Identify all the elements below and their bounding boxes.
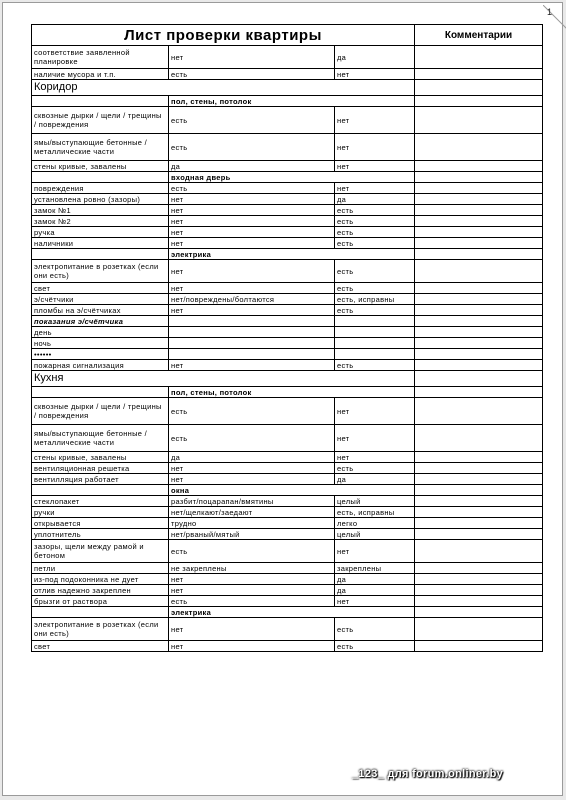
- bad-value-cell: разбит/поцарапан/вмятины: [169, 496, 335, 507]
- bad-value-cell: есть: [169, 183, 335, 194]
- good-value-cell: есть: [335, 205, 415, 216]
- comment-cell: [415, 463, 543, 474]
- subsection-row: [32, 172, 543, 183]
- bad-value-cell: [169, 327, 335, 338]
- good-value-cell: есть: [335, 283, 415, 294]
- comment-cell: [415, 205, 543, 216]
- comment-cell: [415, 360, 543, 371]
- bad-value-cell: [169, 316, 335, 327]
- checklist-row: [32, 507, 543, 518]
- comment-cell: [415, 618, 543, 641]
- item-cell: стены кривые, завалены: [32, 161, 169, 172]
- checklist-row: [32, 641, 543, 652]
- good-value-cell: да: [335, 574, 415, 585]
- checklist-row: [32, 574, 543, 585]
- subsection-row: [32, 96, 543, 107]
- comment-cell: [415, 563, 543, 574]
- good-value-cell: [335, 349, 415, 360]
- bad-value-cell: не закреплены: [169, 563, 335, 574]
- comment-cell: [415, 216, 543, 227]
- bad-value-cell: нет: [169, 216, 335, 227]
- good-value-cell: есть: [335, 238, 415, 249]
- bad-value-cell: нет: [169, 194, 335, 205]
- checklist-row: [32, 360, 543, 371]
- item-cell: соответствие заявленной планировке: [32, 46, 169, 69]
- bad-value-cell: нет/щелкают/заедают: [169, 507, 335, 518]
- subsection-row: [32, 249, 543, 260]
- bad-value-cell: нет: [169, 463, 335, 474]
- good-value-cell: нет: [335, 452, 415, 463]
- bad-value-cell: да: [169, 161, 335, 172]
- comment-cell: [415, 540, 543, 563]
- good-value-cell: да: [335, 46, 415, 69]
- bad-value-cell: есть: [169, 398, 335, 425]
- good-value-cell: нет: [335, 134, 415, 161]
- bad-value-cell: нет: [169, 574, 335, 585]
- subsection-row: [32, 387, 543, 398]
- bad-value-cell: нет: [169, 585, 335, 596]
- comment-cell: [415, 574, 543, 585]
- checklist-row: [32, 452, 543, 463]
- subsection-row: [32, 485, 543, 496]
- item-cell: день: [32, 327, 169, 338]
- comment-cell: [415, 260, 543, 283]
- item-cell: отлив надежно закреплен: [32, 585, 169, 596]
- item-cell: ••••••: [32, 349, 169, 360]
- good-value-cell: нет: [335, 161, 415, 172]
- comment-cell: [415, 387, 543, 398]
- subsection-title: пол, стены, потолок: [169, 96, 415, 107]
- checklist-row: [32, 349, 543, 360]
- comment-cell: [415, 371, 543, 387]
- checklist-row: [32, 463, 543, 474]
- subsection-row: [32, 607, 543, 618]
- subsection-title: пол, стены, потолок: [169, 387, 415, 398]
- item-cell: зазоры, щели между рамой и бетоном: [32, 540, 169, 563]
- checklist-row: [32, 585, 543, 596]
- item-cell: брызги от раствора: [32, 596, 169, 607]
- comment-cell: [415, 227, 543, 238]
- empty-cell: [32, 249, 169, 260]
- checklist-row: [32, 596, 543, 607]
- section-title: Кухня: [32, 371, 415, 387]
- checklist-row: [32, 316, 543, 327]
- section-row: [32, 80, 543, 96]
- page-title: Лист проверки квартиры: [32, 25, 415, 46]
- checklist-row: [32, 294, 543, 305]
- checklist-row: [32, 46, 543, 69]
- empty-cell: [32, 485, 169, 496]
- item-cell: ямы/выступающие бетонные / металлические части: [32, 134, 169, 161]
- item-cell: повреждения: [32, 183, 169, 194]
- comment-cell: [415, 107, 543, 134]
- comment-cell: [415, 96, 543, 107]
- good-value-cell: есть: [335, 618, 415, 641]
- comment-cell: [415, 161, 543, 172]
- checklist-row: [32, 134, 543, 161]
- checklist-row: [32, 398, 543, 425]
- good-value-cell: легко: [335, 518, 415, 529]
- item-cell: э/счётчики: [32, 294, 169, 305]
- checklist-row: [32, 283, 543, 294]
- item-cell: электропитание в розетках (если они есть): [32, 260, 169, 283]
- item-cell: наличие мусора и т.п.: [32, 69, 169, 80]
- empty-cell: [32, 96, 169, 107]
- checklist-row: [32, 529, 543, 540]
- bad-value-cell: нет: [169, 618, 335, 641]
- bad-value-cell: [169, 338, 335, 349]
- good-value-cell: целый: [335, 529, 415, 540]
- item-cell: ночь: [32, 338, 169, 349]
- checklist-row: [32, 518, 543, 529]
- item-cell: свет: [32, 641, 169, 652]
- comment-cell: [415, 529, 543, 540]
- comment-cell: [415, 474, 543, 485]
- comment-cell: [415, 507, 543, 518]
- good-value-cell: есть: [335, 260, 415, 283]
- good-value-cell: нет: [335, 107, 415, 134]
- comment-cell: [415, 518, 543, 529]
- good-value-cell: есть: [335, 463, 415, 474]
- good-value-cell: нет: [335, 183, 415, 194]
- checklist-row: [32, 496, 543, 507]
- good-value-cell: есть: [335, 305, 415, 316]
- checklist-row: [32, 238, 543, 249]
- checklist-row: [32, 563, 543, 574]
- comment-cell: [415, 585, 543, 596]
- item-cell: установлена ровно (зазоры): [32, 194, 169, 205]
- subsection-title: окна: [169, 485, 415, 496]
- bad-value-cell: трудно: [169, 518, 335, 529]
- good-value-cell: есть: [335, 641, 415, 652]
- checklist-row: [32, 540, 543, 563]
- bad-value-cell: нет: [169, 46, 335, 69]
- item-cell: электропитание в розетках (если они есть): [32, 618, 169, 641]
- bad-value-cell: есть: [169, 69, 335, 80]
- item-cell: показания э/счётчика: [32, 316, 169, 327]
- item-cell: вентиляционная решетка: [32, 463, 169, 474]
- comment-cell: [415, 46, 543, 69]
- good-value-cell: нет: [335, 425, 415, 452]
- checklist-row: [32, 260, 543, 283]
- item-cell: сквозные дырки / щели / трещины / повреждения: [32, 107, 169, 134]
- bad-value-cell: нет: [169, 283, 335, 294]
- good-value-cell: нет: [335, 596, 415, 607]
- checklist-row: [32, 327, 543, 338]
- comment-cell: [415, 238, 543, 249]
- comments-header: Комментарии: [415, 25, 543, 46]
- comment-cell: [415, 485, 543, 496]
- good-value-cell: закреплены: [335, 563, 415, 574]
- watermark: _123_ для forum.onliner.by: [352, 768, 504, 780]
- checklist-row: [32, 161, 543, 172]
- item-cell: стены кривые, завалены: [32, 452, 169, 463]
- bad-value-cell: да: [169, 452, 335, 463]
- subsection-title: электрика: [169, 249, 415, 260]
- bad-value-cell: нет: [169, 305, 335, 316]
- good-value-cell: есть, исправны: [335, 507, 415, 518]
- bad-value-cell: есть: [169, 425, 335, 452]
- checklist-row: [32, 425, 543, 452]
- comment-cell: [415, 596, 543, 607]
- empty-cell: [32, 387, 169, 398]
- checklist-row: [32, 205, 543, 216]
- comment-cell: [415, 496, 543, 507]
- item-cell: наличники: [32, 238, 169, 249]
- page-number: 1: [547, 7, 553, 17]
- bad-value-cell: есть: [169, 596, 335, 607]
- comment-cell: [415, 172, 543, 183]
- checklist-row: [32, 618, 543, 641]
- checklist-row: [32, 183, 543, 194]
- comment-cell: [415, 305, 543, 316]
- comment-cell: [415, 398, 543, 425]
- checklist-row: [32, 107, 543, 134]
- bad-value-cell: нет: [169, 260, 335, 283]
- item-cell: пожарная сигнализация: [32, 360, 169, 371]
- item-cell: ручка: [32, 227, 169, 238]
- comment-cell: [415, 349, 543, 360]
- checklist-row: [32, 227, 543, 238]
- empty-cell: [32, 607, 169, 618]
- checklist-row: [32, 69, 543, 80]
- section-title: Коридор: [32, 80, 415, 96]
- comment-cell: [415, 69, 543, 80]
- bad-value-cell: нет: [169, 238, 335, 249]
- good-value-cell: [335, 316, 415, 327]
- bad-value-cell: нет: [169, 205, 335, 216]
- item-cell: стеклопакет: [32, 496, 169, 507]
- item-cell: замок №1: [32, 205, 169, 216]
- bad-value-cell: нет: [169, 227, 335, 238]
- comment-cell: [415, 452, 543, 463]
- comment-cell: [415, 316, 543, 327]
- subsection-title: электрика: [169, 607, 415, 618]
- comment-cell: [415, 425, 543, 452]
- comment-cell: [415, 183, 543, 194]
- bad-value-cell: есть: [169, 540, 335, 563]
- comment-cell: [415, 294, 543, 305]
- good-value-cell: нет: [335, 69, 415, 80]
- bad-value-cell: есть: [169, 107, 335, 134]
- good-value-cell: целый: [335, 496, 415, 507]
- checklist-row: [32, 305, 543, 316]
- checklist-row: [32, 216, 543, 227]
- good-value-cell: да: [335, 474, 415, 485]
- comment-cell: [415, 607, 543, 618]
- comment-cell: [415, 641, 543, 652]
- checklist-row: [32, 194, 543, 205]
- comment-cell: [415, 338, 543, 349]
- good-value-cell: есть: [335, 360, 415, 371]
- bad-value-cell: нет/рваный/мятый: [169, 529, 335, 540]
- item-cell: уплотнитель: [32, 529, 169, 540]
- item-cell: ручки: [32, 507, 169, 518]
- good-value-cell: есть, исправны: [335, 294, 415, 305]
- item-cell: открывается: [32, 518, 169, 529]
- bad-value-cell: [169, 349, 335, 360]
- comment-cell: [415, 327, 543, 338]
- item-cell: ямы/выступающие бетонные / металлические части: [32, 425, 169, 452]
- empty-cell: [32, 172, 169, 183]
- comment-cell: [415, 249, 543, 260]
- good-value-cell: есть: [335, 216, 415, 227]
- good-value-cell: есть: [335, 227, 415, 238]
- checklist-table: [31, 24, 543, 652]
- header-row: [32, 25, 543, 46]
- item-cell: пломбы на э/счётчиках: [32, 305, 169, 316]
- comment-cell: [415, 80, 543, 96]
- good-value-cell: да: [335, 194, 415, 205]
- bad-value-cell: нет: [169, 360, 335, 371]
- item-cell: сквозные дырки / щели / трещины / повреждения: [32, 398, 169, 425]
- comment-cell: [415, 194, 543, 205]
- item-cell: замок №2: [32, 216, 169, 227]
- item-cell: вентилляция работает: [32, 474, 169, 485]
- good-value-cell: нет: [335, 398, 415, 425]
- good-value-cell: да: [335, 585, 415, 596]
- comment-cell: [415, 134, 543, 161]
- good-value-cell: нет: [335, 540, 415, 563]
- good-value-cell: [335, 338, 415, 349]
- checklist-row: [32, 338, 543, 349]
- item-cell: петли: [32, 563, 169, 574]
- checklist-row: [32, 474, 543, 485]
- bad-value-cell: нет: [169, 641, 335, 652]
- good-value-cell: [335, 327, 415, 338]
- bad-value-cell: нет: [169, 474, 335, 485]
- item-cell: из-под подоконника не дует: [32, 574, 169, 585]
- section-row: [32, 371, 543, 387]
- subsection-title: входная дверь: [169, 172, 415, 183]
- item-cell: свет: [32, 283, 169, 294]
- bad-value-cell: нет/повреждены/болтаются: [169, 294, 335, 305]
- bad-value-cell: есть: [169, 134, 335, 161]
- comment-cell: [415, 283, 543, 294]
